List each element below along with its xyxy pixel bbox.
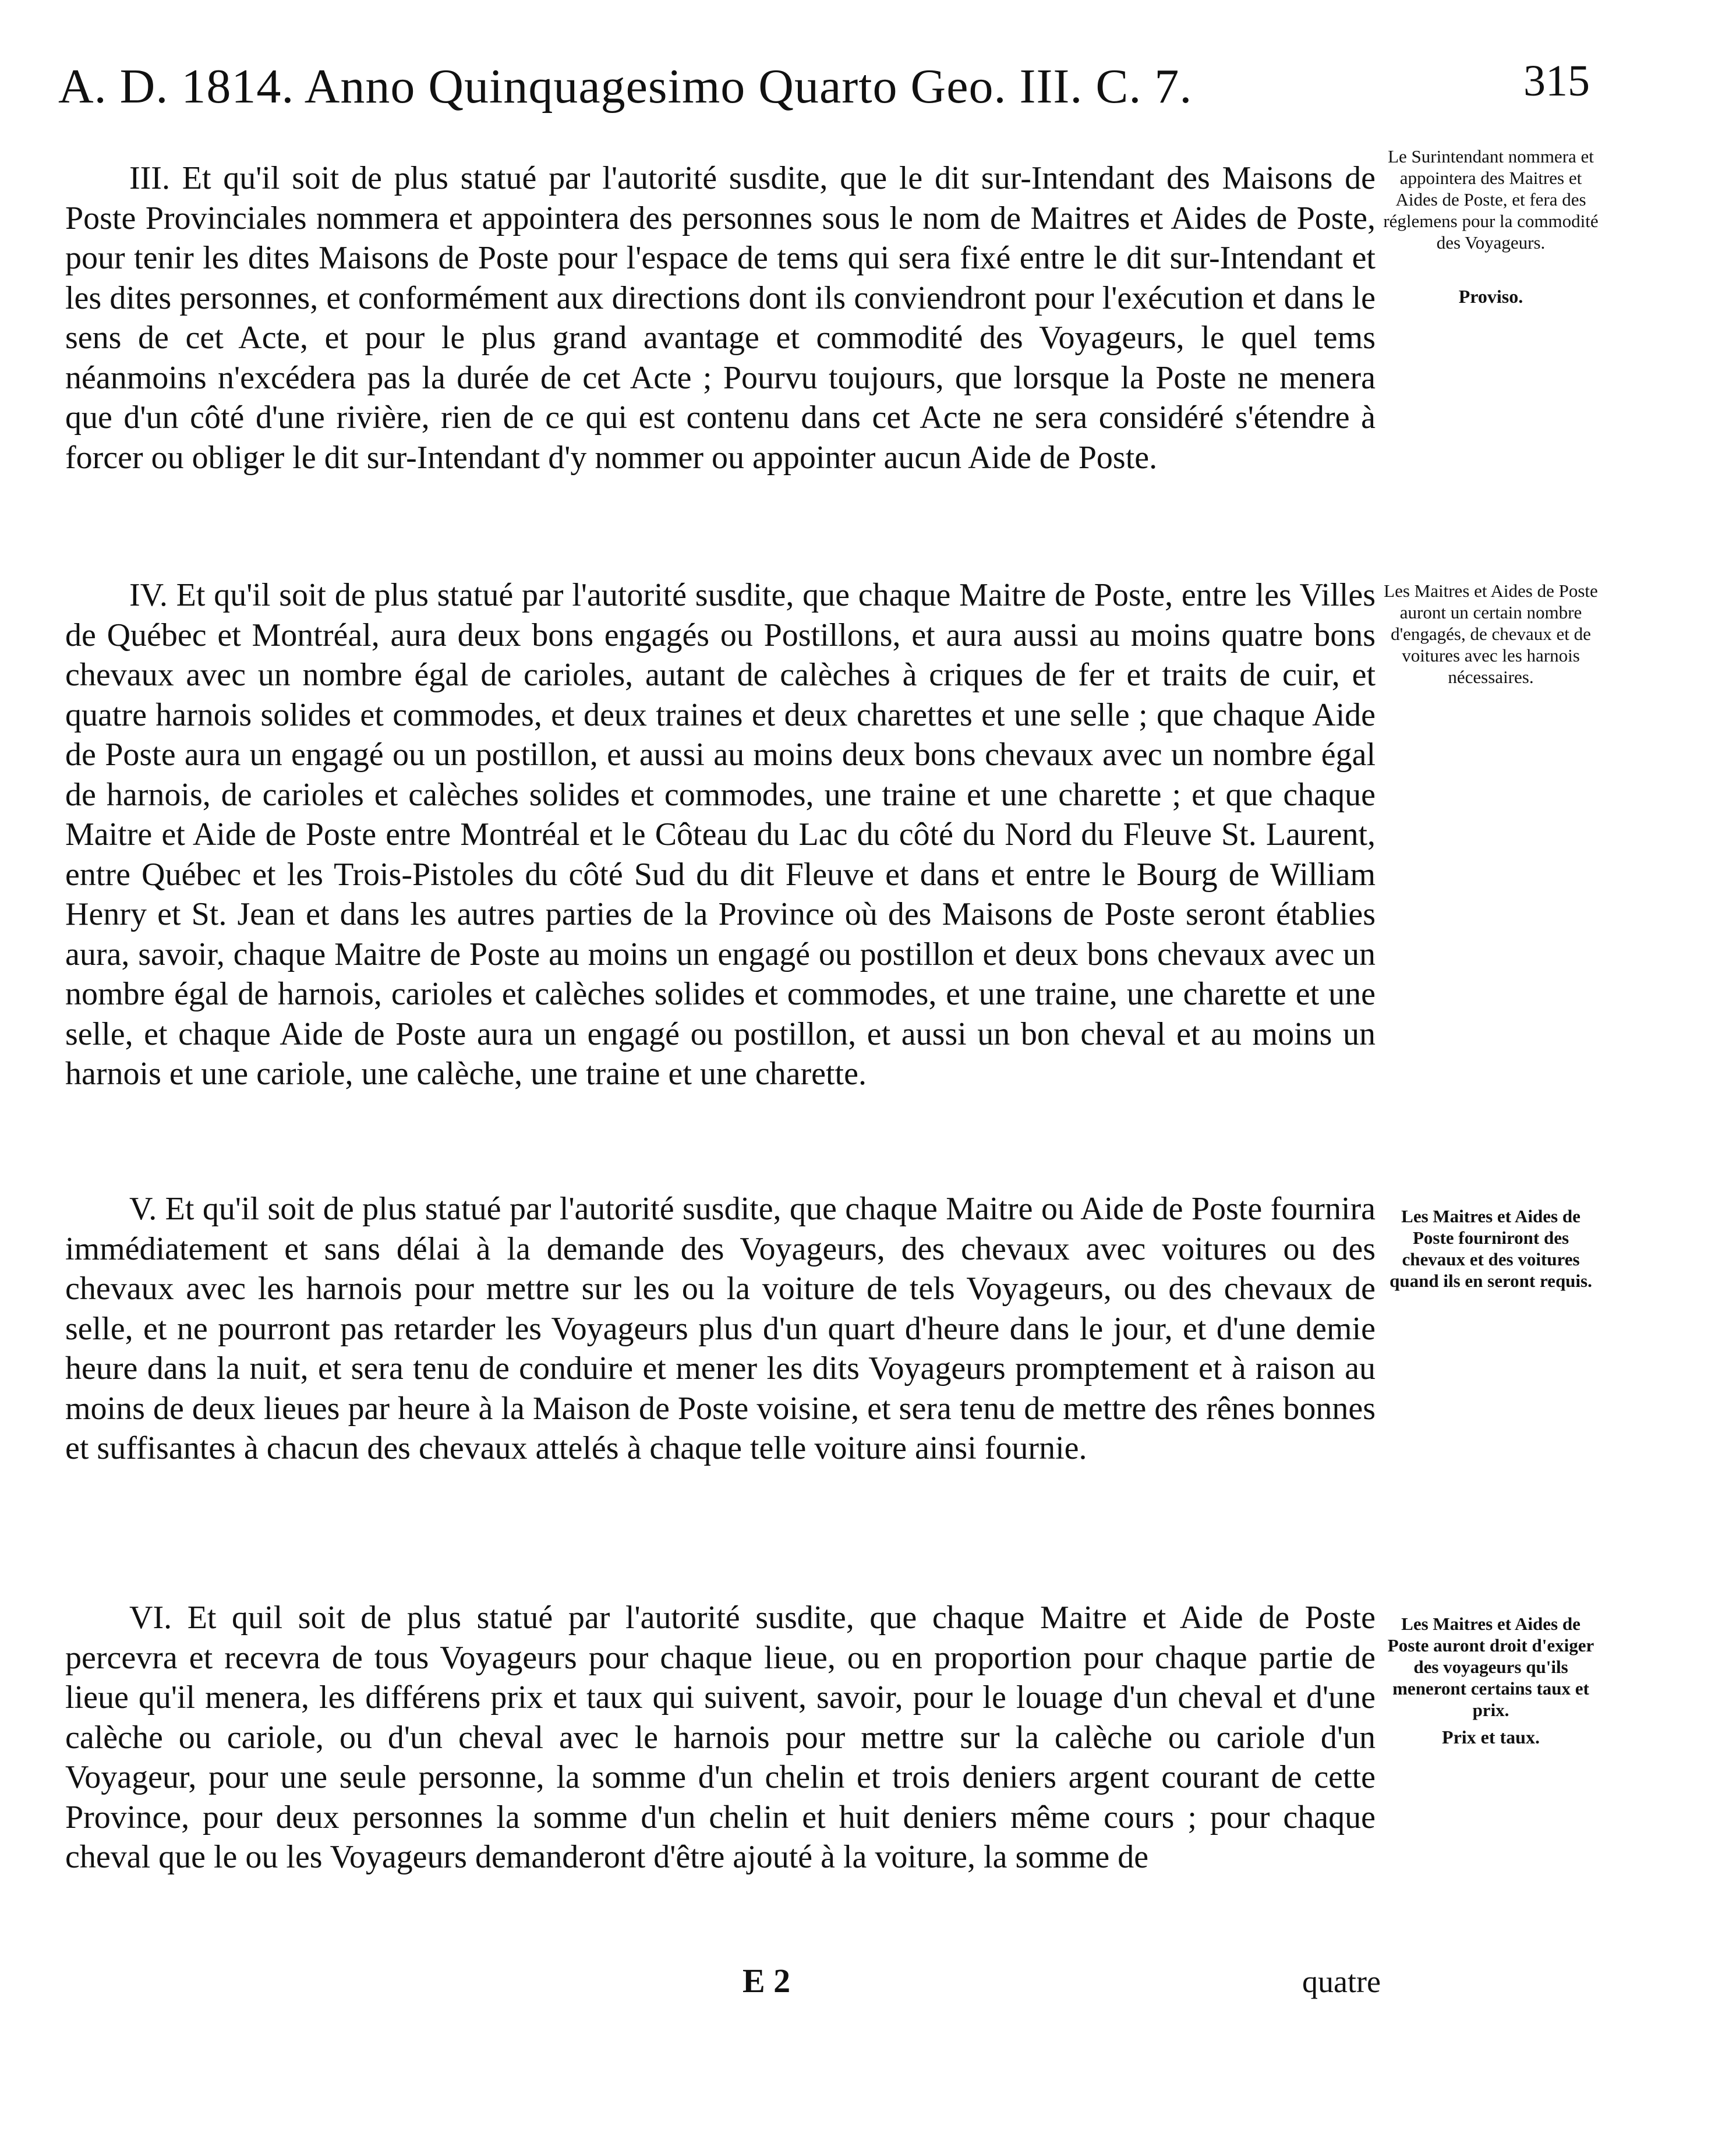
margin-notes-VI <box>1383 1613 1599 1781</box>
page-number: 315 <box>1523 56 1590 105</box>
section-number: IV. <box>129 577 168 613</box>
margin-note-proviso: Proviso. <box>1458 286 1523 307</box>
catchword: quatre <box>1302 1964 1381 1999</box>
section-number: V. <box>129 1191 157 1227</box>
section-body: Et quil soit de plus statué par l'autorité susdite, que chaque Maitre et Aide de Poste percevra et recevra de tous Voyageurs pour chaque lieue, ou en proportion pour chaque partie de lieue qu'il menera, les différens prix et taux qui suivent, savoir, pour le louage d'un cheval et d'une calèche ou cariole, ou d'un cheval avec le harnois pour mettre sur la calèche ou cariole d'un Voyageur, pour une seule personne, la somme d'un chelin et trois deniers argent courant de cette Province, pour deux personnes la somme d'un chelin et huit deniers même cours ; pour chaque cheval que le ou les Voyageurs demanderont d'être ajouté à la voiture, la somme de <box>65 1600 1376 1875</box>
margin-note: Les Maitres et Aides de Poste auront droit d'exiger des voyageurs qu'ils meneront certains taux et prix. <box>1387 1614 1594 1720</box>
margin-notes-V <box>1383 1205 1599 1324</box>
section-body: Et qu'il soit de plus statué par l'autorité susdite, que le dit sur-Intendant des Maisons de Poste Provinciales nommera et appointera des personnes sous le nom de Maitres et Aides de Poste, pour tenir les dites Maisons de Poste pour l'espace de tems qui sera fixé entre le dit sur-Intendant et les dites personnes, et conformément aux directions dont ils conviendront pour l'exécution et dans le sens de cet Acte, et pour le plus grand avantage et commodité des Voyageurs, le quel tems néanmoins n'excédera pas la durée de cet Acte ; Pourvu toujours, que lorsque la Poste ne menera que d'un côté d'une rivière, rien de ce qui est contenu dans cet Acte ne sera considéré s'étendre à forcer ou obliger le dit sur-Intendant d'y nommer ou appointer aucun Aide de Poste. <box>65 160 1376 476</box>
section-number: VI. <box>129 1600 172 1636</box>
section-VI <box>65 1598 1376 1877</box>
margin-note-prix: Prix et taux. <box>1442 1727 1540 1748</box>
margin-note: Les Maitres et Aides de Poste fourniront des chevaux et des voitures quand ils en seront requis. <box>1389 1206 1592 1291</box>
margin-notes-III <box>1383 146 1599 340</box>
section-body: Et qu'il soit de plus statué par l'autorité susdite, que chaque Maitre de Poste, entre les Villes de Québec et Montréal, aura deux bons engagés ou Postillons, et aura aussi au moins quatre bons chevaux avec un nombre égal de carioles, autant de calèches à criques de fer et traits de cuir, et quatre harnois solides et commodes, et deux traines et deux charettes et une selle ; que chaque Aide de Poste aura un engagé ou un postillon, et aussi au moins deux bons chevaux avec un nombre égal de harnois, de carioles et calèches solides et commodes, une traine et une charette ; et que chaque Maitre et Aide de Poste entre Montréal et le Côteau du Lac du côté du Nord du Fleuve St. Laurent, entre Québec et les Trois-Pistoles du côté Sud du dit Fleuve et dans et entre le Bourg de William Henry et St. Jean et dans les autres parties de la Province où des Maisons de Poste seront établies aura, savoir, chaque Maitre de Poste au moins un engagé ou postillon et deux bons chevaux avec un nombre égal de harnois, carioles et calèches solides et commodes, et une traine, une charette et une selle, et chaque Aide de Poste aura un engagé ou postillon, et aussi un bon cheval et au moins un harnois et une cariole, une calèche, une traine et une charette. <box>65 577 1376 1092</box>
header-title: A. D. 1814. Anno Quinquagesimo Quarto Geo. III. C. 7. <box>58 59 1193 114</box>
signature-mark: E 2 <box>743 1962 791 2000</box>
margin-notes-IV <box>1383 580 1599 720</box>
section-text <box>65 1598 1376 1877</box>
section-V <box>65 1189 1376 1469</box>
section-number: III. <box>129 160 170 196</box>
margin-note: Les Maitres et Aides de Poste auront un certain nombre d'engagés, de chevaux et de voitures avec les harnois nécessaires. <box>1384 581 1598 687</box>
section-text <box>65 575 1376 1094</box>
section-body: Et qu'il soit de plus statué par l'autorité susdite, que chaque Maitre ou Aide de Poste fournira immédiatement et sans délai à la demande des Voyageurs, des chevaux avec voitures ou des chevaux avec les harnois pour mettre sur les ou la voiture de tels Voyageurs, ou des chevaux de selle, et ne pourront pas retarder les Voyageurs plus d'un quart d'heure dans le jour, et d'une demie heure dans la nuit, et sera tenu de conduire et mener les dits Voyageurs promptement et à raison au moins de deux lieues par heure à la Maison de Poste voisine, et sera tenu de mettre des rênes bonnes et suffisantes à chacun des chevaux attelés à chaque telle voiture ainsi fournie. <box>65 1191 1376 1466</box>
section-text <box>65 158 1376 477</box>
section-text <box>65 1189 1376 1469</box>
running-header <box>58 58 1590 134</box>
section-IV <box>65 575 1376 1094</box>
section-III <box>65 158 1376 477</box>
margin-note: Le Surintendant nommera et appointera des Maitres et Aides de Poste, et fera des réglemens pour la commodité des Voyageurs. <box>1383 146 1599 253</box>
